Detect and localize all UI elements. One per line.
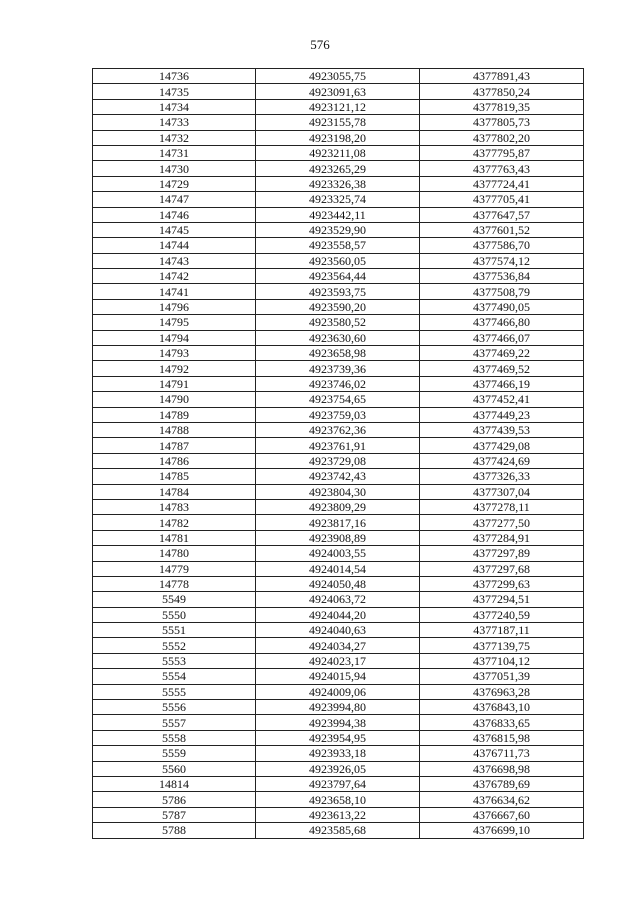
- y-coordinate-cell: 4377452,41: [420, 392, 584, 407]
- x-coordinate-cell: 4923742,43: [256, 469, 420, 484]
- coordinates-table-body: [93, 69, 584, 839]
- table-row: [93, 376, 584, 391]
- y-coordinate-cell: 4377307,04: [420, 484, 584, 499]
- table-row: [93, 161, 584, 176]
- point-number-cell: 14789: [93, 407, 256, 422]
- point-number-cell: 5550: [93, 607, 256, 622]
- table-row: [93, 407, 584, 422]
- table-row: [93, 700, 584, 715]
- table-row: [93, 453, 584, 468]
- y-coordinate-cell: 4377891,43: [420, 69, 584, 84]
- y-coordinate-cell: 4377490,05: [420, 299, 584, 314]
- x-coordinate-cell: 4924040,63: [256, 623, 420, 638]
- y-coordinate-cell: 4377439,53: [420, 422, 584, 437]
- table-row: [93, 515, 584, 530]
- table-row: [93, 592, 584, 607]
- point-number-cell: 14786: [93, 453, 256, 468]
- point-number-cell: 5786: [93, 792, 256, 807]
- point-number-cell: 14744: [93, 238, 256, 253]
- x-coordinate-cell: 4923739,36: [256, 361, 420, 376]
- point-number-cell: 14734: [93, 99, 256, 114]
- x-coordinate-cell: 4923809,29: [256, 499, 420, 514]
- table-row: [93, 330, 584, 345]
- x-coordinate-cell: 4923933,18: [256, 746, 420, 761]
- point-number-cell: 14747: [93, 192, 256, 207]
- point-number-cell: 5551: [93, 623, 256, 638]
- point-number-cell: 14785: [93, 469, 256, 484]
- table-row: [93, 69, 584, 84]
- y-coordinate-cell: 4376667,60: [420, 807, 584, 822]
- y-coordinate-cell: 4377278,11: [420, 499, 584, 514]
- point-number-cell: 5552: [93, 638, 256, 653]
- point-number-cell: 14796: [93, 299, 256, 314]
- point-number-cell: 14736: [93, 69, 256, 84]
- table-row: [93, 284, 584, 299]
- x-coordinate-cell: 4923926,05: [256, 761, 420, 776]
- table-row: [93, 530, 584, 545]
- point-number-cell: 5555: [93, 684, 256, 699]
- y-coordinate-cell: 4376698,98: [420, 761, 584, 776]
- table-row: [93, 315, 584, 330]
- table-row: [93, 422, 584, 437]
- point-number-cell: 5556: [93, 700, 256, 715]
- x-coordinate-cell: 4924044,20: [256, 607, 420, 622]
- point-number-cell: 14746: [93, 207, 256, 222]
- x-coordinate-cell: 4923658,10: [256, 792, 420, 807]
- x-coordinate-cell: 4923055,75: [256, 69, 420, 84]
- y-coordinate-cell: 4377051,39: [420, 669, 584, 684]
- table-row: [93, 192, 584, 207]
- table-row: [93, 438, 584, 453]
- table-row: [93, 684, 584, 699]
- table-row: [93, 607, 584, 622]
- y-coordinate-cell: 4376634,62: [420, 792, 584, 807]
- table-row: [93, 253, 584, 268]
- y-coordinate-cell: 4377802,20: [420, 130, 584, 145]
- x-coordinate-cell: 4923746,02: [256, 376, 420, 391]
- x-coordinate-cell: 4923908,89: [256, 530, 420, 545]
- y-coordinate-cell: 4377187,11: [420, 623, 584, 638]
- point-number-cell: 5787: [93, 807, 256, 822]
- point-number-cell: 5558: [93, 730, 256, 745]
- y-coordinate-cell: 4377429,08: [420, 438, 584, 453]
- table-row: [93, 222, 584, 237]
- x-coordinate-cell: 4923325,74: [256, 192, 420, 207]
- table-row: [93, 346, 584, 361]
- y-coordinate-cell: 4376843,10: [420, 700, 584, 715]
- x-coordinate-cell: 4923580,52: [256, 315, 420, 330]
- table-row: [93, 99, 584, 114]
- x-coordinate-cell: 4923211,08: [256, 145, 420, 160]
- point-number-cell: 14732: [93, 130, 256, 145]
- point-number-cell: 14741: [93, 284, 256, 299]
- x-coordinate-cell: 4923585,68: [256, 823, 420, 838]
- y-coordinate-cell: 4377466,80: [420, 315, 584, 330]
- point-number-cell: 5557: [93, 715, 256, 730]
- point-number-cell: 14782: [93, 515, 256, 530]
- y-coordinate-cell: 4377297,89: [420, 546, 584, 561]
- x-coordinate-cell: 4923630,60: [256, 330, 420, 345]
- point-number-cell: 14729: [93, 176, 256, 191]
- y-coordinate-cell: 4377601,52: [420, 222, 584, 237]
- y-coordinate-cell: 4377647,57: [420, 207, 584, 222]
- point-number-cell: 5554: [93, 669, 256, 684]
- y-coordinate-cell: 4377139,75: [420, 638, 584, 653]
- table-row: [93, 623, 584, 638]
- x-coordinate-cell: 4924050,48: [256, 576, 420, 591]
- x-coordinate-cell: 4923198,20: [256, 130, 420, 145]
- x-coordinate-cell: 4923613,22: [256, 807, 420, 822]
- point-number-cell: 14733: [93, 115, 256, 130]
- x-coordinate-cell: 4923762,36: [256, 422, 420, 437]
- y-coordinate-cell: 4377586,70: [420, 238, 584, 253]
- x-coordinate-cell: 4923529,90: [256, 222, 420, 237]
- y-coordinate-cell: 4376815,98: [420, 730, 584, 745]
- x-coordinate-cell: 4923560,05: [256, 253, 420, 268]
- point-number-cell: 14778: [93, 576, 256, 591]
- y-coordinate-cell: 4376699,10: [420, 823, 584, 838]
- point-number-cell: 14743: [93, 253, 256, 268]
- point-number-cell: 14730: [93, 161, 256, 176]
- x-coordinate-cell: 4923326,38: [256, 176, 420, 191]
- x-coordinate-cell: 4923994,80: [256, 700, 420, 715]
- x-coordinate-cell: 4923593,75: [256, 284, 420, 299]
- table-row: [93, 576, 584, 591]
- table-row: [93, 807, 584, 822]
- point-number-cell: 14781: [93, 530, 256, 545]
- x-coordinate-cell: 4923265,29: [256, 161, 420, 176]
- point-number-cell: 14814: [93, 776, 256, 791]
- y-coordinate-cell: 4377508,79: [420, 284, 584, 299]
- table-row: [93, 715, 584, 730]
- table-row: [93, 238, 584, 253]
- page-number: 576: [310, 37, 330, 52]
- x-coordinate-cell: 4923994,38: [256, 715, 420, 730]
- x-coordinate-cell: 4923091,63: [256, 84, 420, 99]
- table-row: [93, 269, 584, 284]
- y-coordinate-cell: 4377536,84: [420, 269, 584, 284]
- table-row: [93, 561, 584, 576]
- table-row: [93, 469, 584, 484]
- point-number-cell: 14793: [93, 346, 256, 361]
- y-coordinate-cell: 4377466,07: [420, 330, 584, 345]
- y-coordinate-cell: 4377277,50: [420, 515, 584, 530]
- x-coordinate-cell: 4923590,20: [256, 299, 420, 314]
- point-number-cell: 5788: [93, 823, 256, 838]
- point-number-cell: 14787: [93, 438, 256, 453]
- table-row: [93, 299, 584, 314]
- point-number-cell: 5549: [93, 592, 256, 607]
- table-row: [93, 546, 584, 561]
- x-coordinate-cell: 4924015,94: [256, 669, 420, 684]
- table-row: [93, 746, 584, 761]
- x-coordinate-cell: 4924023,17: [256, 653, 420, 668]
- table-row: [93, 669, 584, 684]
- point-number-cell: 5553: [93, 653, 256, 668]
- table-row: [93, 176, 584, 191]
- x-coordinate-cell: 4924034,27: [256, 638, 420, 653]
- point-number-cell: 14795: [93, 315, 256, 330]
- point-number-cell: 14783: [93, 499, 256, 514]
- y-coordinate-cell: 4377297,68: [420, 561, 584, 576]
- table-row: [93, 638, 584, 653]
- table-row: [93, 207, 584, 222]
- x-coordinate-cell: 4924014,54: [256, 561, 420, 576]
- point-number-cell: 14784: [93, 484, 256, 499]
- point-number-cell: 14735: [93, 84, 256, 99]
- x-coordinate-cell: 4923754,65: [256, 392, 420, 407]
- y-coordinate-cell: 4377326,33: [420, 469, 584, 484]
- table-row: [93, 484, 584, 499]
- x-coordinate-cell: 4924003,55: [256, 546, 420, 561]
- y-coordinate-cell: 4377449,23: [420, 407, 584, 422]
- point-number-cell: 14780: [93, 546, 256, 561]
- point-number-cell: 14788: [93, 422, 256, 437]
- table-row: [93, 653, 584, 668]
- coordinates-table: [92, 68, 584, 839]
- table-row: [93, 823, 584, 838]
- table-row: [93, 776, 584, 791]
- y-coordinate-cell: 4377819,35: [420, 99, 584, 114]
- y-coordinate-cell: 4376963,28: [420, 684, 584, 699]
- x-coordinate-cell: 4923564,44: [256, 269, 420, 284]
- x-coordinate-cell: 4924009,06: [256, 684, 420, 699]
- point-number-cell: 14790: [93, 392, 256, 407]
- y-coordinate-cell: 4376789,69: [420, 776, 584, 791]
- x-coordinate-cell: 4923658,98: [256, 346, 420, 361]
- y-coordinate-cell: 4377294,51: [420, 592, 584, 607]
- x-coordinate-cell: 4923759,03: [256, 407, 420, 422]
- table-row: [93, 115, 584, 130]
- y-coordinate-cell: 4377850,24: [420, 84, 584, 99]
- point-number-cell: 14792: [93, 361, 256, 376]
- table-row: [93, 361, 584, 376]
- point-number-cell: 14745: [93, 222, 256, 237]
- x-coordinate-cell: 4923558,57: [256, 238, 420, 253]
- y-coordinate-cell: 4377240,59: [420, 607, 584, 622]
- x-coordinate-cell: 4923817,16: [256, 515, 420, 530]
- y-coordinate-cell: 4377574,12: [420, 253, 584, 268]
- y-coordinate-cell: 4377424,69: [420, 453, 584, 468]
- y-coordinate-cell: 4377705,41: [420, 192, 584, 207]
- table-row: [93, 145, 584, 160]
- y-coordinate-cell: 4377469,52: [420, 361, 584, 376]
- y-coordinate-cell: 4377299,63: [420, 576, 584, 591]
- x-coordinate-cell: 4923761,91: [256, 438, 420, 453]
- x-coordinate-cell: 4923797,64: [256, 776, 420, 791]
- point-number-cell: 14791: [93, 376, 256, 391]
- table-row: [93, 792, 584, 807]
- table-row: [93, 84, 584, 99]
- x-coordinate-cell: 4923155,78: [256, 115, 420, 130]
- y-coordinate-cell: 4377763,43: [420, 161, 584, 176]
- y-coordinate-cell: 4376833,65: [420, 715, 584, 730]
- x-coordinate-cell: 4923804,30: [256, 484, 420, 499]
- point-number-cell: 14731: [93, 145, 256, 160]
- y-coordinate-cell: 4377104,12: [420, 653, 584, 668]
- point-number-cell: 14794: [93, 330, 256, 345]
- point-number-cell: 14742: [93, 269, 256, 284]
- point-number-cell: 5560: [93, 761, 256, 776]
- y-coordinate-cell: 4377805,73: [420, 115, 584, 130]
- y-coordinate-cell: 4377284,91: [420, 530, 584, 545]
- y-coordinate-cell: 4376711,73: [420, 746, 584, 761]
- table-row: [93, 499, 584, 514]
- table-row: [93, 130, 584, 145]
- point-number-cell: 5559: [93, 746, 256, 761]
- x-coordinate-cell: 4923729,08: [256, 453, 420, 468]
- y-coordinate-cell: 4377724,41: [420, 176, 584, 191]
- table-row: [93, 392, 584, 407]
- y-coordinate-cell: 4377795,87: [420, 145, 584, 160]
- x-coordinate-cell: 4923442,11: [256, 207, 420, 222]
- x-coordinate-cell: 4924063,72: [256, 592, 420, 607]
- y-coordinate-cell: 4377469,22: [420, 346, 584, 361]
- x-coordinate-cell: 4923954,95: [256, 730, 420, 745]
- table-row: [93, 730, 584, 745]
- y-coordinate-cell: 4377466,19: [420, 376, 584, 391]
- table-row: [93, 761, 584, 776]
- point-number-cell: 14779: [93, 561, 256, 576]
- x-coordinate-cell: 4923121,12: [256, 99, 420, 114]
